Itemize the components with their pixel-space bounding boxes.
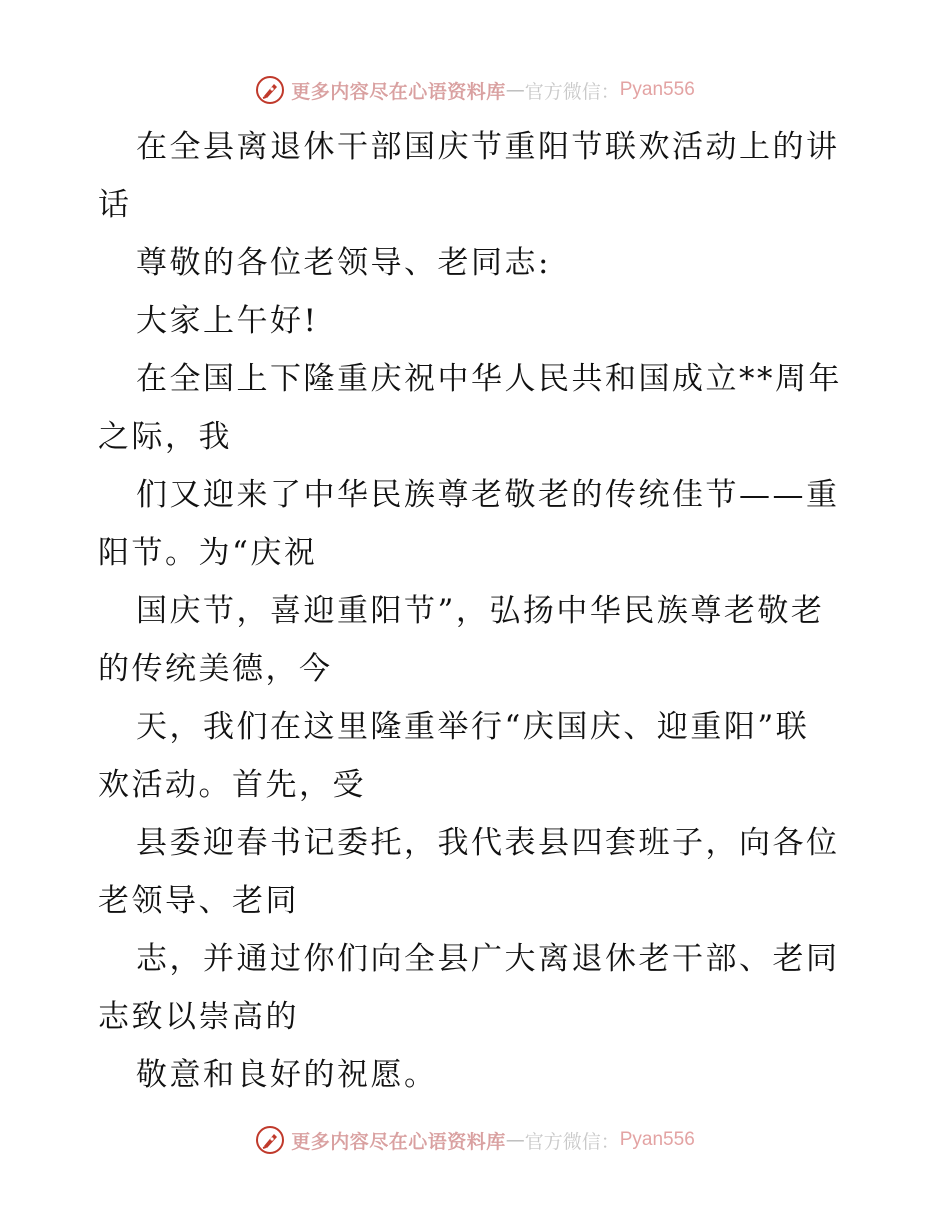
salutation: 尊敬的各位老领导、老同志: xyxy=(136,245,551,281)
title-line-2: 话 xyxy=(98,187,132,223)
p4-line-a: 天，我们在这里隆重举行“庆国庆、迎重阳”联 xyxy=(136,709,810,745)
title-line-1: 在全县离退休干部国庆节重阳节联欢活动上的讲 xyxy=(136,129,840,165)
document-title xyxy=(98,118,858,234)
p2-line-a: 们又迎来了中华民族尊老敬老的传统佳节——重 xyxy=(136,477,840,513)
paragraph-3 xyxy=(98,582,858,698)
watermark-separator: — xyxy=(505,1129,525,1151)
watermark-site-text: 更多内容尽在心语资料库 xyxy=(291,1130,506,1153)
paragraph-4 xyxy=(98,698,858,814)
footer-watermark xyxy=(0,1120,950,1160)
document-body xyxy=(98,118,858,1104)
paragraph-6 xyxy=(98,930,858,1046)
paragraph-7: 敬意和良好的祝愿。 xyxy=(136,1057,438,1093)
p6-line-b: 志致以崇高的 xyxy=(98,999,299,1035)
pen-nib-logo-icon xyxy=(255,1125,285,1155)
p3-line-a: 国庆节，喜迎重阳节”，弘扬中华民族尊老敬老 xyxy=(136,593,825,629)
p1-line-a: 在全国上下隆重庆祝中华人民共和国成立**周年 xyxy=(136,361,842,397)
p5-line-b: 老领导、老同 xyxy=(98,883,299,919)
p2-line-b: 阳节。为“庆祝 xyxy=(98,535,318,571)
p4-line-b: 欢活动。首先，受 xyxy=(98,767,366,803)
paragraph-1 xyxy=(98,350,858,466)
p5-line-a: 县委迎春书记委托，我代表县四套班子，向各位 xyxy=(136,825,840,861)
p1-line-b: 之际，我 xyxy=(98,419,232,455)
watermark-wechat-id: Pyan556 xyxy=(619,1129,695,1150)
paragraph-2 xyxy=(98,466,858,582)
watermark-wechat-label: 官方微信： xyxy=(524,80,620,103)
watermark-site-text: 更多内容尽在心语资料库 xyxy=(291,80,506,103)
watermark-wechat-id: Pyan556 xyxy=(619,79,695,100)
watermark-separator: — xyxy=(505,79,525,101)
paragraph-5 xyxy=(98,814,858,930)
watermark-wechat-label: 官方微信： xyxy=(524,1130,620,1153)
p3-line-b: 的传统美德，今 xyxy=(98,651,333,687)
pen-nib-logo-icon xyxy=(255,75,285,105)
p6-line-a: 志，并通过你们向全县广大离退休老干部、老同 xyxy=(136,941,840,977)
header-watermark xyxy=(0,70,950,110)
greeting: 大家上午好! xyxy=(136,303,319,339)
